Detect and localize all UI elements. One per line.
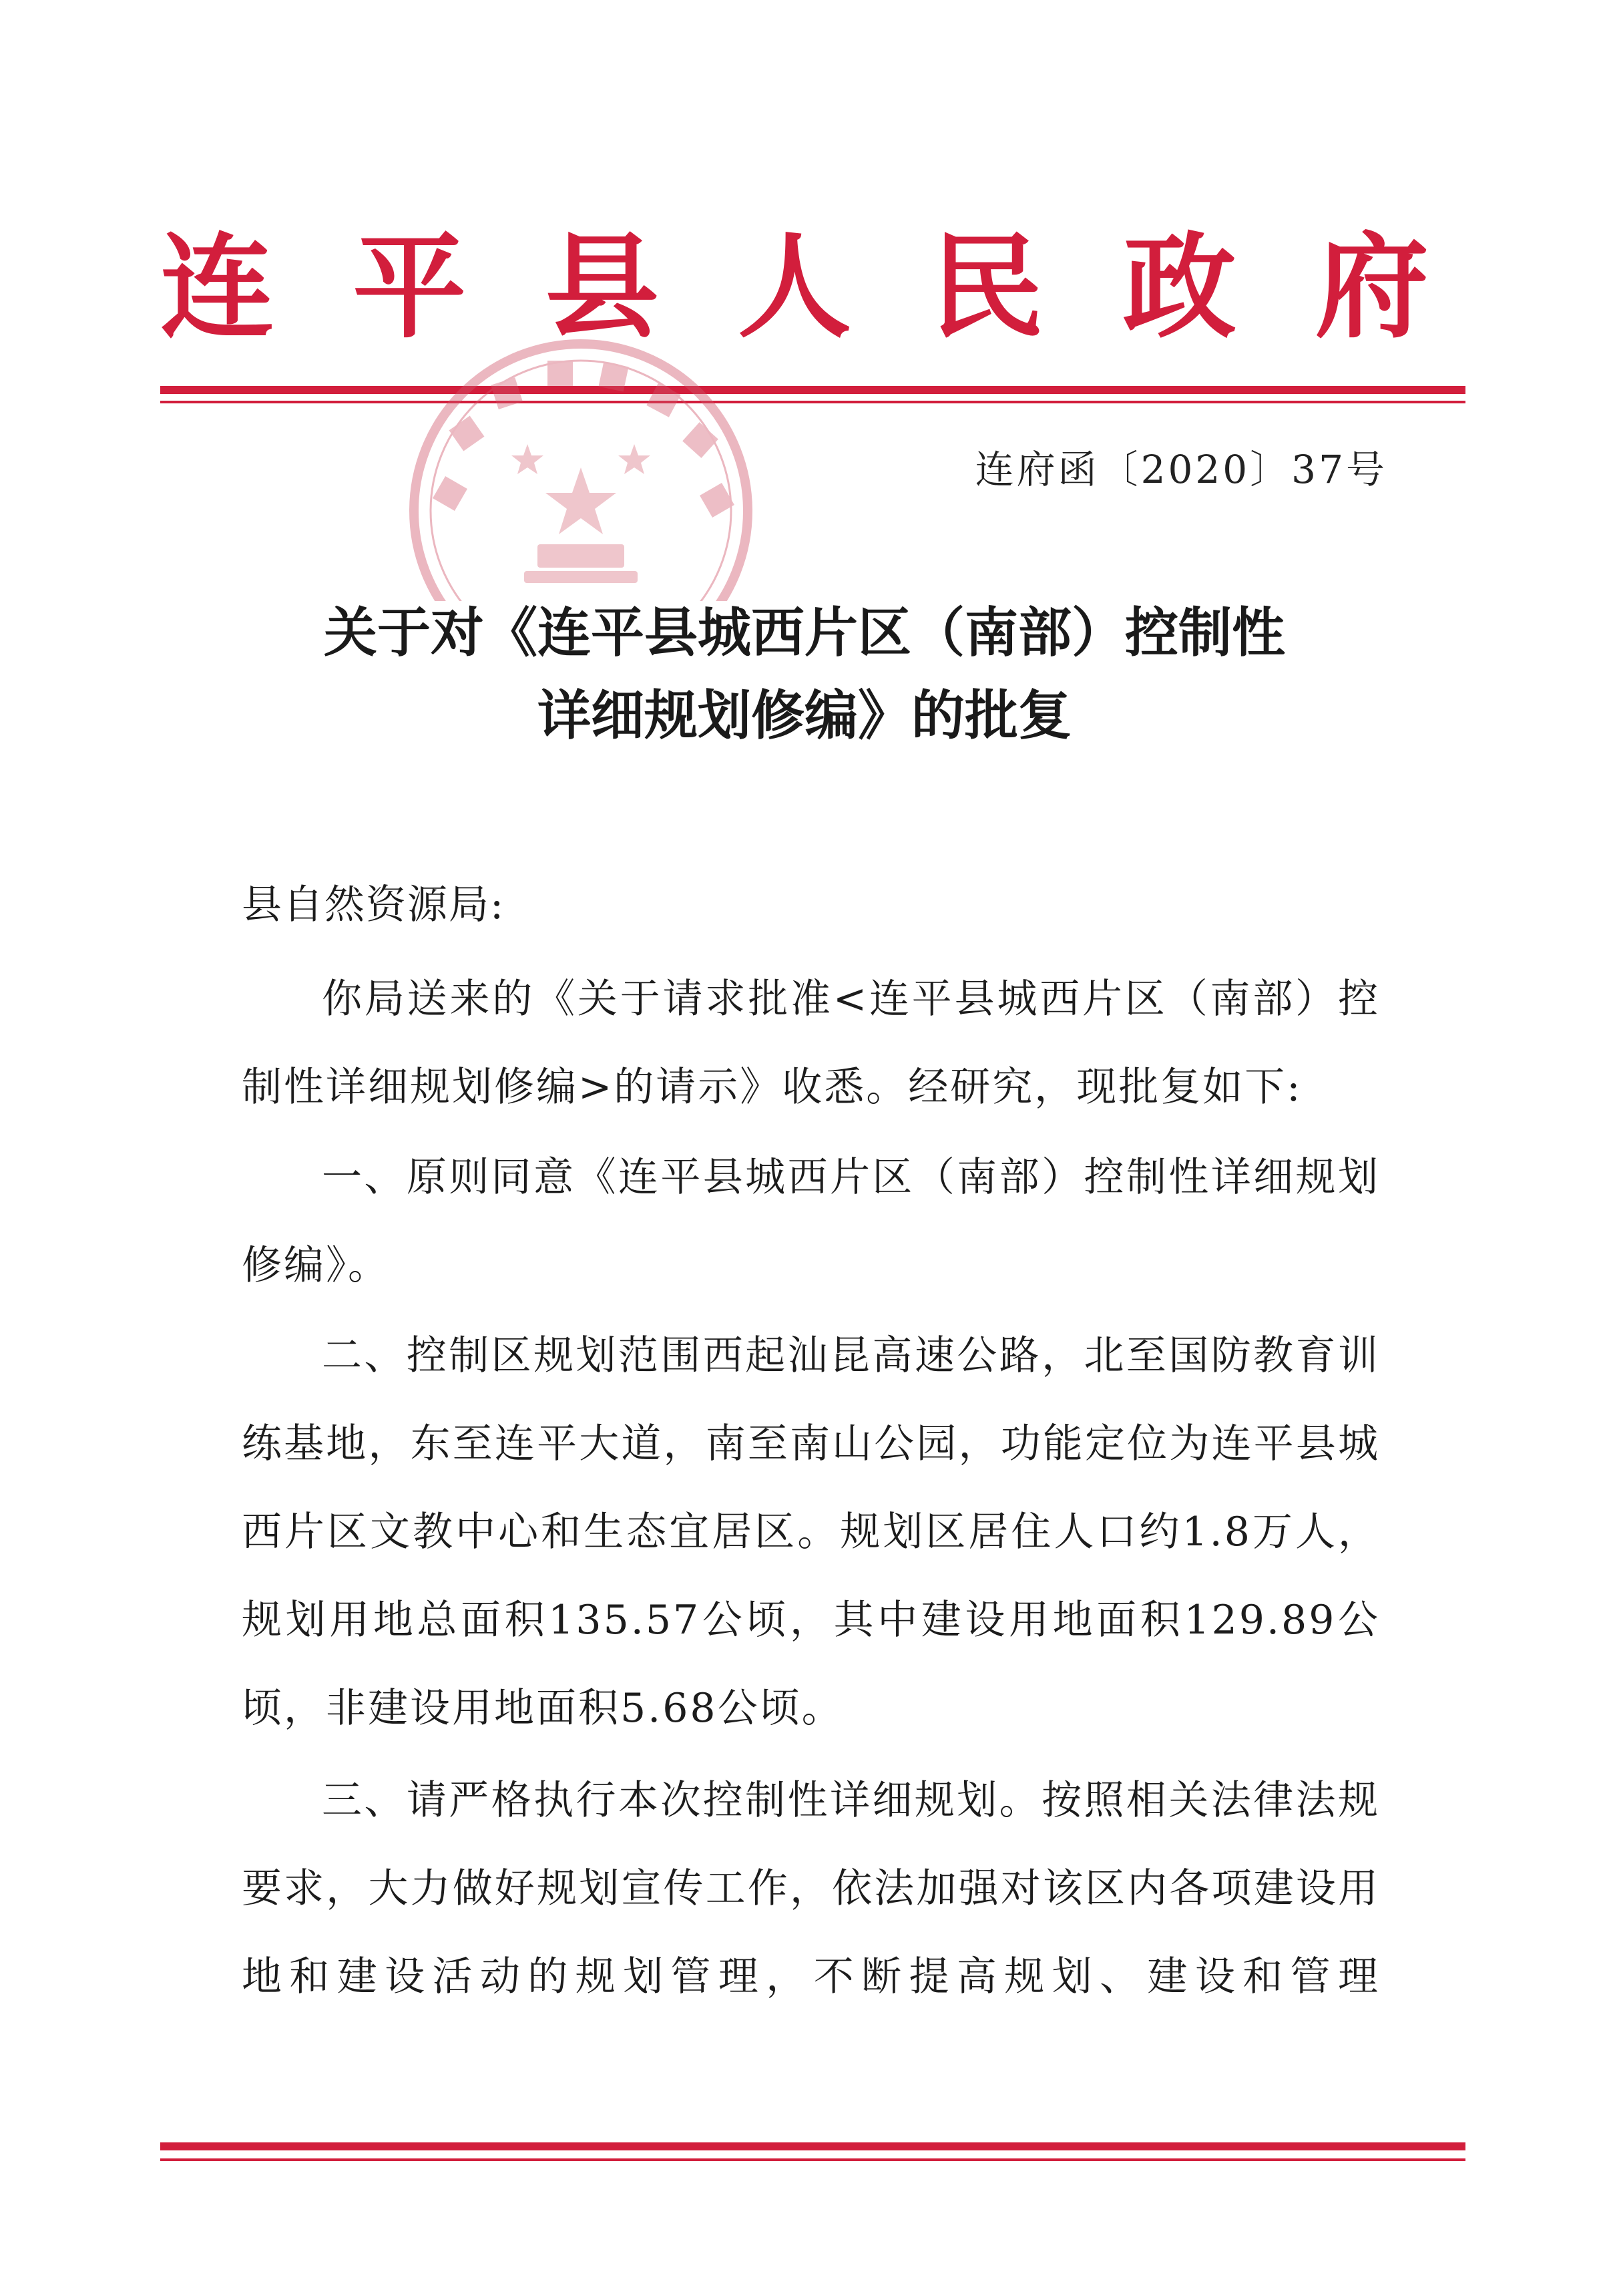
document-title-line-1: 关于对《连平县城西片区（南部）控制性 bbox=[324, 602, 1285, 664]
header-char: 府 bbox=[1315, 220, 1429, 354]
document-title-line-2: 详细规划修编》的批复 bbox=[537, 685, 1072, 747]
header-char: 连 bbox=[160, 220, 274, 354]
body-paragraph: 一、原则同意《连平县城西片区（南部）控制性详细规划修编》。 bbox=[242, 1154, 1380, 1289]
header-rule-thin bbox=[160, 401, 1465, 403]
header-rule-thick bbox=[160, 386, 1465, 394]
body-paragraph: 二、控制区规划范围西起汕昆高速公路，北至国防教育训练基地，东至连平大道，南至南山公园，功能定位为连平县城西片区文教中心和生态宜居区。规划区居住人口约1.8万人，规划用地总面积135.57公顷，其中建设用地面积129.89公顷，非建设用地面积5.68公顷。 bbox=[242, 1332, 1380, 1732]
header-char: 县 bbox=[545, 220, 659, 354]
addressee: 县自然资源局: bbox=[242, 882, 505, 928]
issuing-authority-header bbox=[160, 214, 1429, 361]
official-seal-stamp bbox=[401, 327, 761, 601]
header-char: 政 bbox=[1122, 220, 1236, 354]
footer-rule-thin bbox=[160, 2158, 1465, 2161]
body-paragraph: 你局送来的《关于请求批准<连平县城西片区（南部）控制性详细规划修编>的请示》收悉。经研究，现批复如下: bbox=[242, 976, 1380, 1111]
header-char: 平 bbox=[353, 220, 467, 354]
body-paragraph: 三、请严格执行本次控制性详细规划。按照相关法律法规要求，大力做好规划宣传工作，依法加强对该区内各项建设用地和建设活动的规划管理，不断提高规划、建设和管理 bbox=[242, 1777, 1380, 2000]
footer-rule-thick bbox=[160, 2142, 1465, 2150]
document-number: 连府函〔2020〕37号 bbox=[975, 447, 1387, 492]
header-char: 民 bbox=[930, 220, 1044, 354]
header-char: 人 bbox=[737, 220, 851, 354]
